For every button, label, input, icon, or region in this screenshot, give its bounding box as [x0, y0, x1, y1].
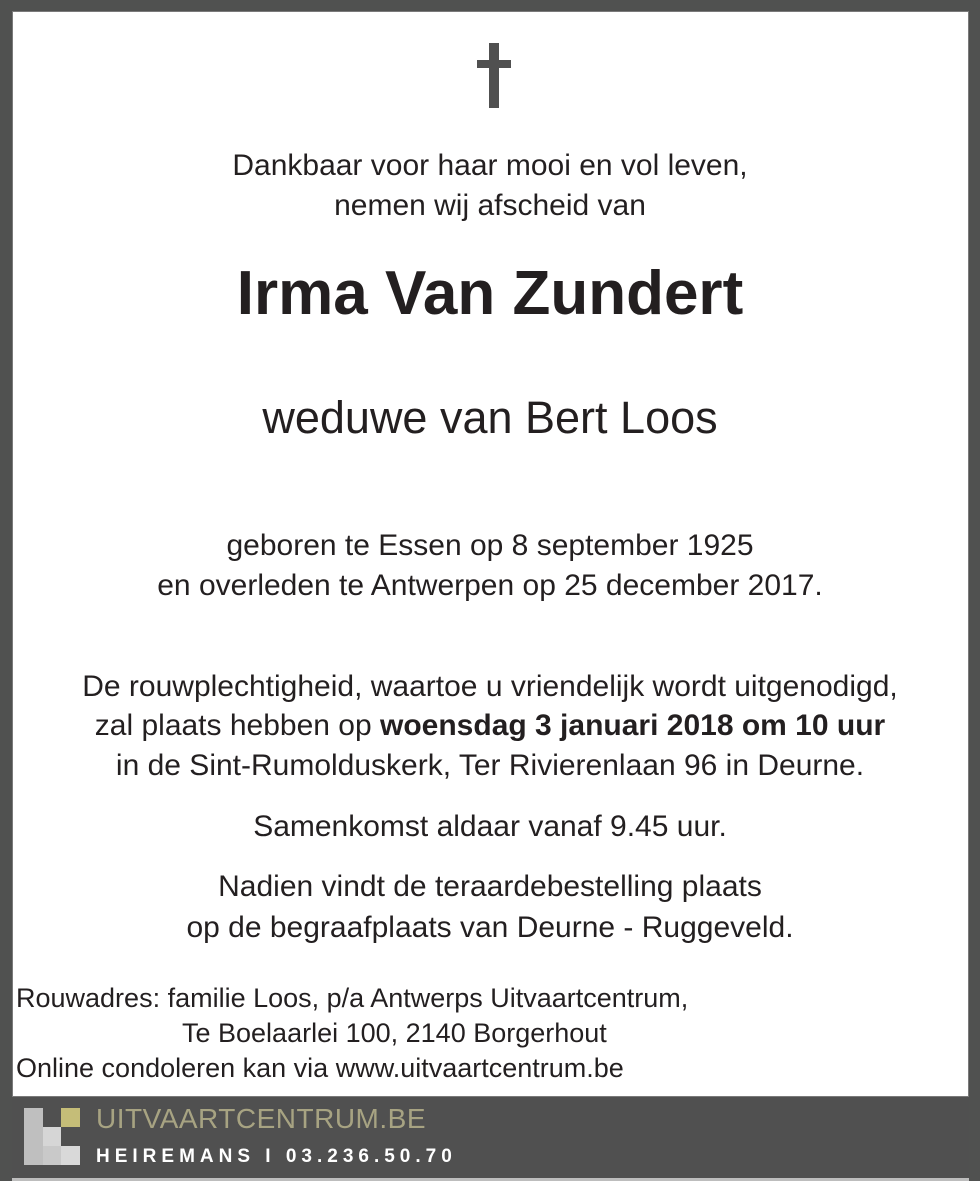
deceased-name: Irma Van Zundert: [236, 259, 744, 328]
intro-line-2: nemen wij afscheid van: [334, 189, 646, 222]
death-line: en overleden te Antwerpen op 25 december 2017.: [157, 569, 823, 602]
burial-line-1: Nadien vindt de teraardebestelling plaats: [218, 870, 762, 903]
ceremony-line-3: in de Sint-Rumolduskerk, Ter Rivierenlaan 96 in Deurne.: [115, 749, 865, 782]
ceremony-datetime: woensdag 3 januari 2018 om 10 uur: [380, 709, 886, 742]
ceremony-line-2: [0, 709, 980, 743]
burial-line-2: op de begraafplaats van Deurne - Ruggeveld.: [186, 911, 794, 944]
address-line-2: Te Boelaarlei 100, 2140 Borgerhout: [182, 1018, 607, 1048]
intro-line-1: Dankbaar voor haar mooi en vol leven,: [232, 149, 748, 182]
condolence-line: Online condoleren kan via www.uitvaartcentrum.be: [16, 1053, 624, 1083]
footer-brand: UITVAARTCENTRUM.BE: [96, 1103, 426, 1134]
ceremony-line-1: De rouwplechtigheid, waartoe u vriendelijk wordt uitgenodigd,: [82, 670, 898, 703]
footer-subline: HEIREMANS I 03.236.50.70: [96, 1146, 457, 1167]
address-line-1: Rouwadres: familie Loos, p/a Antwerps Uitvaartcentrum,: [16, 983, 689, 1013]
ceremony-prefix: zal plaats hebben op: [94, 709, 381, 742]
gathering-line: Samenkomst aldaar vanaf 9.45 uur.: [253, 810, 727, 843]
spouse-line: weduwe van Bert Loos: [262, 392, 718, 443]
birth-line: geboren te Essen op 8 september 1925: [226, 529, 754, 562]
